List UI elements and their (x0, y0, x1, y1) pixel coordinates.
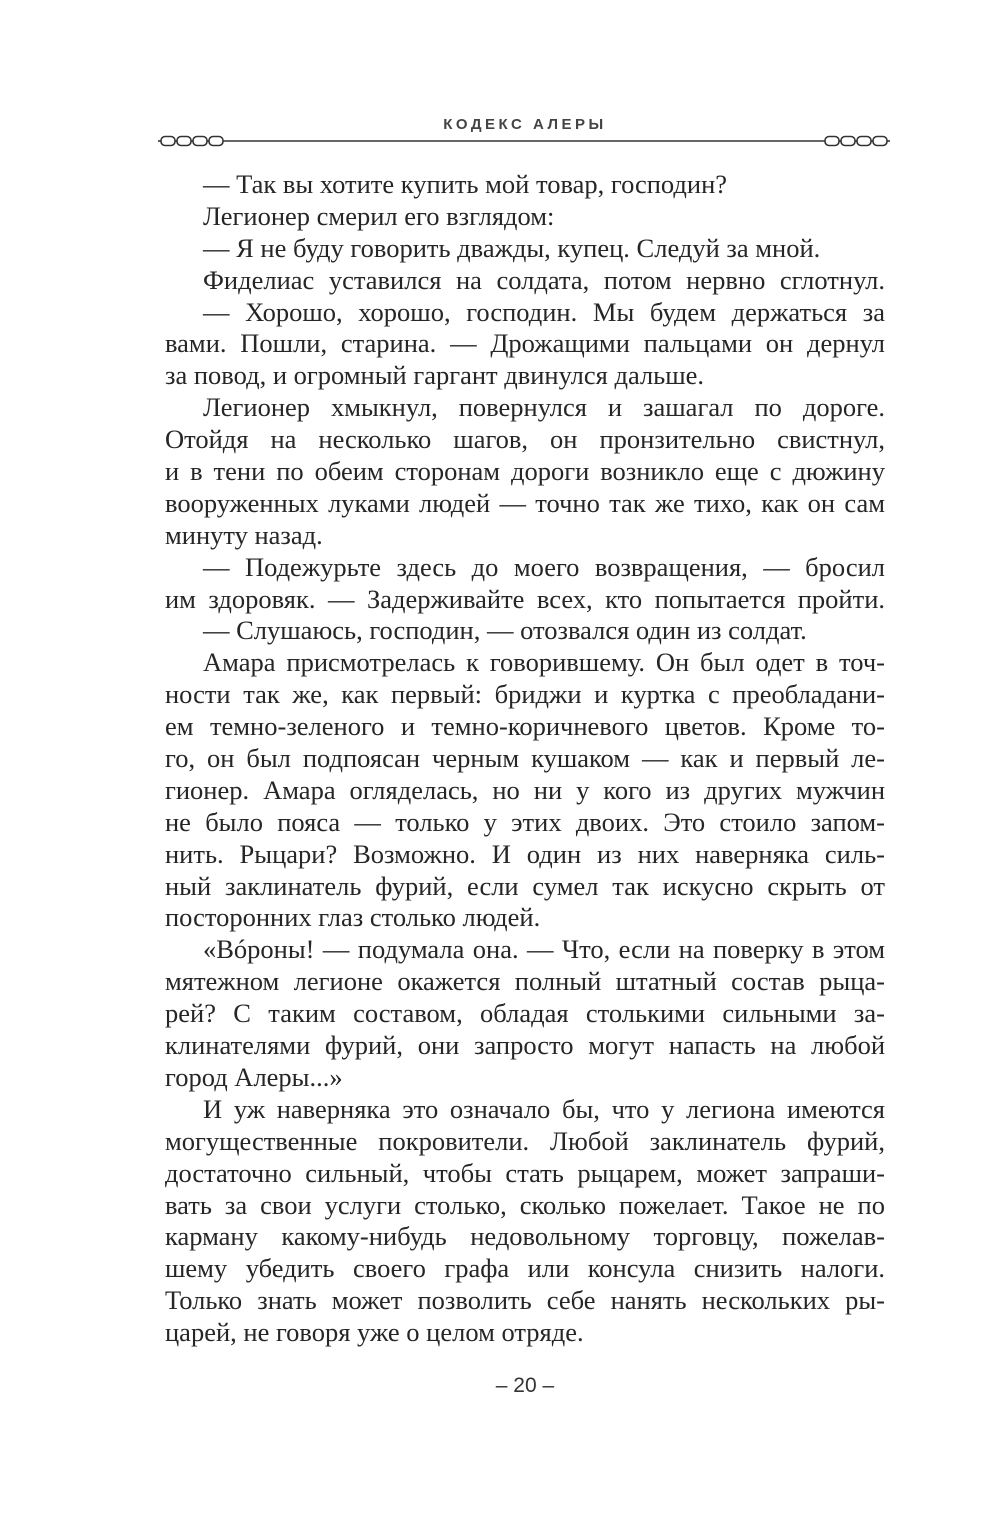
text-line: достаточно сильный, чтобы стать рыцарем, может запраши- (165, 1157, 885, 1188)
text-line: шему убедить своего графа или консула снизить налоги. (165, 1253, 885, 1284)
paragraph (165, 169, 885, 201)
text-line: минуту назад. (165, 519, 323, 550)
paragraph (165, 615, 885, 647)
text-line: ный заклинатель фурий, если сумел так искусно скрыть от (165, 870, 885, 901)
text-line: вооруженных луками людей — точно так же тихо, как он сам (165, 487, 885, 518)
paragraph (165, 297, 885, 393)
paragraph (165, 265, 885, 297)
paragraph (165, 1094, 885, 1349)
text-line: — Хорошо, хорошо, господин. Мы будем держаться за (203, 296, 885, 327)
text-line: и в тени по обеим сторонам дороги возникло еще с дюжину (165, 456, 885, 487)
text-line: город Алеры...» (165, 1061, 343, 1092)
text-line: Только знать может позволить себе нанять нескольких ры- (165, 1285, 885, 1316)
chain-ornament-left (158, 137, 223, 146)
paragraph (165, 934, 885, 1093)
chain-ornament-right (825, 137, 890, 146)
text-line: Фиделиас уставился на солдата, потом нервно сглотнул. (203, 264, 885, 295)
text-line: — Так вы хотите купить мой товар, господин? (203, 169, 728, 199)
body-text (165, 169, 885, 1349)
text-line: ности так же, как первый: бриджи и куртка с преобладани- (165, 679, 885, 710)
text-line: могущественные покровители. Любой заклинатель фурий, (165, 1125, 885, 1156)
text-line: — Слушаюсь, господин, — отозвался один из солдат. (203, 615, 807, 646)
text-line: ем темно-зеленого и темно-коричневого цветов. Кроме то- (165, 711, 885, 742)
text-line: го, он был подпоясан черным кушаком — как и первый ле- (165, 743, 885, 774)
paragraph (165, 392, 885, 551)
text-line: Амара присмотрелась к говорившему. Он был одет в точ- (203, 647, 885, 678)
text-line: нить. Рыцари? Возможно. И один из них наверняка силь- (165, 838, 885, 869)
text-line: за повод, и огромный гаргант двинулся дальше. (165, 360, 705, 391)
text-line: Легионер смерил его взглядом: (203, 200, 555, 231)
text-line: мятежном легионе окажется полный штатный состав рыца- (165, 966, 885, 997)
text-line: карману какому-нибудь недовольному торговцу, пожелав- (165, 1221, 885, 1252)
text-line: «Вóроны! — подумала она. — Что, если на поверку в этом (203, 934, 885, 965)
text-line: вать за свои услуги столько, сколько пожелает. Такое не по (165, 1189, 885, 1220)
text-line: — Я не буду говорить дважды, купец. Следуй за мной. (203, 232, 821, 263)
paragraph (165, 233, 885, 265)
text-line: посторонних глаз столько людей. (165, 902, 541, 933)
text-line: Отойдя на несколько шагов, он пронзительно свистнул, (165, 424, 885, 455)
text-line: не было пояса — только у этих двоих. Это стоило запом- (165, 806, 885, 837)
paragraph (165, 201, 885, 233)
page-number: – 20 – (495, 1374, 555, 1397)
paragraph (165, 647, 885, 934)
text-line: — Подежурьте здесь до моего возвращения, — бросил (203, 551, 885, 582)
text-line: Легионер хмыкнул, повернулся и зашагал по дороге. (203, 392, 885, 423)
running-title: КОДЕКС АЛЕРЫ (443, 116, 607, 133)
header-rule (158, 133, 890, 149)
paragraph (165, 552, 885, 616)
text-line: вами. Пошли, старина. — Дрожащими пальцами он дернул (165, 328, 885, 359)
text-line: И уж наверняка это означало бы, что у легиона имеются (203, 1093, 885, 1124)
text-line: гионер. Амара огляделась, но ни у кого из других мужчин (165, 774, 885, 805)
text-line: клинателями фурий, они запросто могут напасть на любой (165, 1030, 885, 1061)
text-line: царей, не говоря уже о целом отряде. (165, 1317, 584, 1348)
text-line: им здоровяк. — Задерживайте всех, кто попытается пройти. (165, 583, 885, 614)
text-line: рей? С таким составом, обладая столькими сильными за- (165, 998, 885, 1029)
